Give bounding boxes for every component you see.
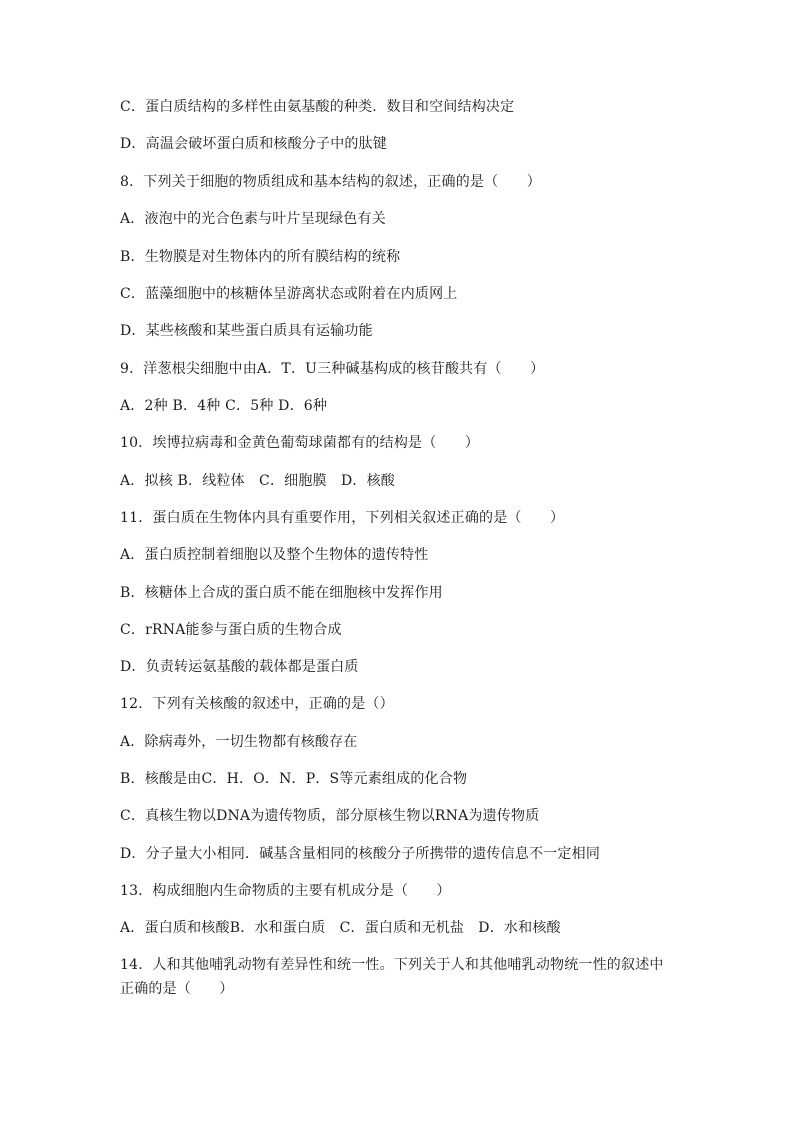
q10-stem: 10．埃博拉病毒和金黄色葡萄球菌都有的结构是（ ）	[120, 435, 480, 451]
q11-stem: 11．蛋白质在生物体内具有重要作用，下列相关叙述正确的是（ ）	[120, 510, 565, 526]
q7-option-c: C．蛋白质结构的多样性由氨基酸的种类．数目和空间结构决定	[120, 99, 515, 115]
q13-stem: 13．构成细胞内生命物质的主要有机成分是（ ）	[120, 883, 451, 899]
q12-option-c: C．真核生物以DNA为遗传物质，部分原核生物以RNA为遗传物质	[120, 808, 540, 824]
q7-option-d: D．高温会破坏蛋白质和核酸分子中的肽键	[120, 136, 388, 152]
q11-option-c: C．rRNA能参与蛋白质的生物合成	[120, 622, 342, 638]
q8-option-a: A．液泡中的光合色素与叶片呈现绿色有关	[120, 211, 386, 227]
q9-stem: 9．洋葱根尖细胞中由A．T．U三种碱基构成的核苷酸共有（ ）	[120, 361, 545, 377]
q8-option-d: D．某些核酸和某些蛋白质具有运输功能	[120, 323, 373, 339]
q12-option-b: B．核酸是由C．H．O．N．P．S等元素组成的化合物	[120, 771, 468, 787]
q13-options: A．蛋白质和核酸B．水和蛋白质 C．蛋白质和无机盐 D．水和核酸	[120, 920, 561, 936]
q8-stem: 8．下列关于细胞的物质组成和基本结构的叙述，正确的是（ ）	[120, 174, 541, 190]
q10-options: A．拟核 B．线粒体 C．细胞膜 D．核酸	[120, 473, 395, 489]
q8-option-c: C．蓝藻细胞中的核糖体呈游离状态或附着在内质网上	[120, 286, 458, 302]
q11-option-a: A．蛋白质控制着细胞以及整个生物体的遗传特性	[120, 547, 429, 563]
q12-stem: 12．下列有关核酸的叙述中，正确的是（）	[120, 696, 394, 712]
q9-options: A．2种 B．4种 C．5种 D．6种	[120, 398, 328, 414]
q11-option-b: B．核糖体上合成的蛋白质不能在细胞核中发挥作用	[120, 585, 443, 601]
q12-option-d: D．分子量大小相同．碱基含量相同的核酸分子所携带的遗传信息不一定相同	[120, 846, 601, 862]
q11-option-d: D．负责转运氨基酸的载体都是蛋白质	[120, 659, 359, 675]
q14-stem-line1: 14．人和其他哺乳动物有差异性和统一性。下列关于人和其他哺乳动物统一性的叙述中	[120, 957, 664, 973]
q14-stem-line2: 正确的是（ ）	[120, 981, 234, 997]
q8-option-b: B．生物膜是对生物体内的所有膜结构的统称	[120, 249, 401, 265]
q12-option-a: A．除病毒外，一切生物都有核酸存在	[120, 734, 358, 750]
